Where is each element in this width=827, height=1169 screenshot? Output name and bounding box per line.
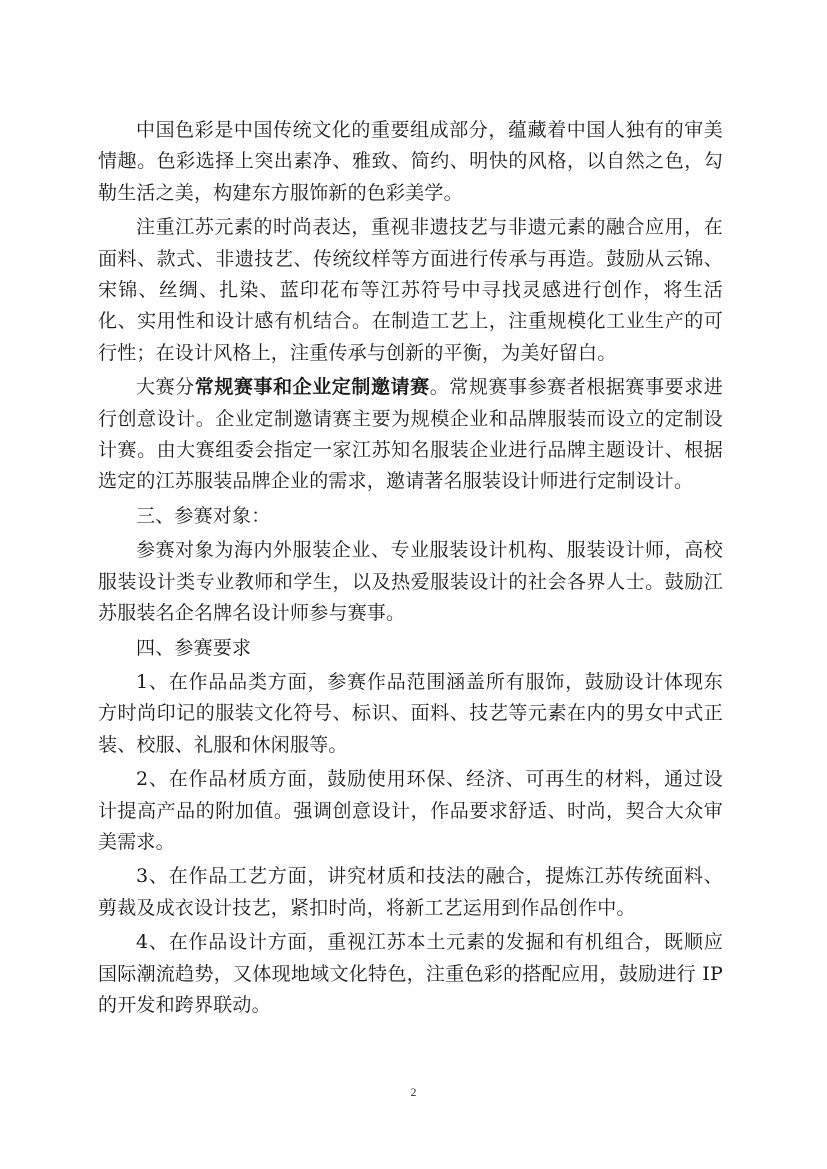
requirement-item-1: 1、在作品品类方面，参赛作品范围涵盖所有服饰，鼓励设计体现东方时尚印记的服装文化符号、标识、面料、技艺等元素在内的男女中式正装、校服、礼服和休闲服等。: [98, 670, 723, 756]
section-heading-requirements: 四、参赛要求: [136, 636, 252, 659]
document-body: [98, 115, 723, 1024]
page-number: 2: [410, 1085, 417, 1099]
competition-types-prefix: 大赛分: [136, 376, 195, 399]
competition-types-bold: 常规赛事和企业定制邀请赛: [194, 376, 430, 399]
paragraph-competition-types: [98, 372, 723, 498]
requirement-item-4: 4、在作品设计方面，重视江苏本土元素的发掘和有机组合，既顺应国际潮流趋势，又体现地域文化特色，注重色彩的搭配应用，鼓励进行 IP 的开发和跨界联动。: [98, 931, 723, 1016]
paragraph-jiangsu-elements: 注重江苏元素的时尚表达，重视非遗技艺与非遗元素的融合应用，在面料、款式、非遗技艺、传统纹样等方面进行传承与再造。鼓励从云锦、宋锦、丝绸、扎染、蓝印花布等江苏符号中寻找灵感进行创作，将生活化、实用性和设计感有机结合。在制造工艺上，注重规模化工业生产的可行性；在设计风格上，注重传承与创新的平衡，为美好留白。: [98, 216, 723, 364]
competition-types-suffix: 。常规赛事参赛者根据赛事要求进行创意设计。企业定制邀请赛主要为规模企业和品牌服装而设立的定制设计赛。由大赛组委会指定一家江苏知名服装企业进行品牌主题设计、根据选定的江苏服装品牌企业的需求，邀请著名服装设计师进行定制设计。: [98, 376, 723, 493]
requirement-item-2: 2、在作品材质方面，鼓励使用环保、经济、可再生的材料，通过设计提高产品的附加值。强调创意设计，作品要求舒适、时尚，契合大众审美需求。: [98, 768, 723, 853]
paragraph-participants: 参赛对象为海内外服装企业、专业服装设计机构、服装设计师，高校服装设计类专业教师和学生，以及热爱服装设计的社会各界人士。鼓励江苏服装名企名牌名设计师参与赛事。: [98, 539, 723, 625]
requirement-item-3: 3、在作品工艺方面，讲究材质和技法的融合，提炼江苏传统面料、剪裁及成衣设计技艺，紧扣时尚，将新工艺运用到作品创作中。: [98, 865, 723, 919]
section-heading-participants: 三、参赛对象：: [136, 504, 271, 527]
paragraph-chinese-colors: 中国色彩是中国传统文化的重要组成部分，蕴藏着中国人独有的审美情趣。色彩选择上突出素净、雅致、简约、明快的风格，以自然之色，勾勒生活之美，构建东方服饰新的色彩美学。: [98, 119, 723, 204]
